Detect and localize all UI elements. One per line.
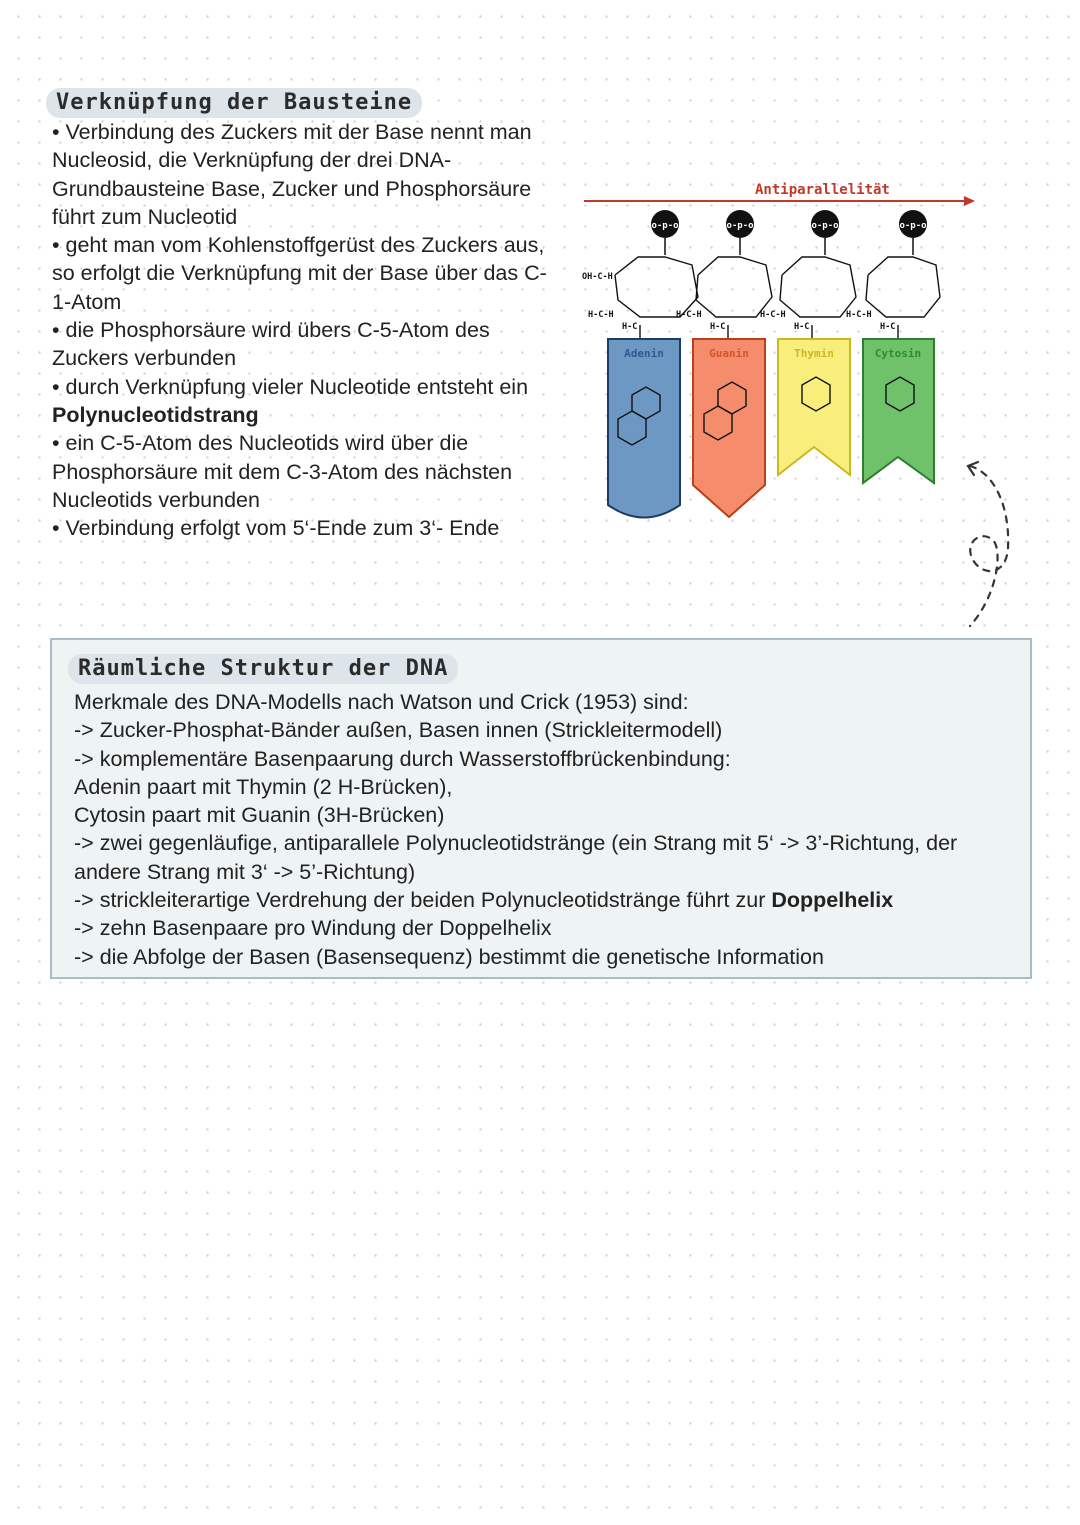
text-line: • geht man vom Kohlenstoffgerüst des Zuckers aus, so erfolgt die Verknüpfung mit der Base über das C-1-Atom [52, 233, 547, 314]
text-line: Cytosin paart mit Guanin (3H-Brücken) [74, 803, 445, 828]
text-line: • Verbindung des Zuckers mit der Base nennt man Nucleosid, die Verknüpfung der drei DNA-Grundbausteine Base, Zucker und Phosphorsäure führt zum Nucleotid [52, 120, 532, 229]
text-line: • ein C-5-Atom des Nucleotids wird über die Phosphorsäure mit dem C-3-Atom des nächsten Nucleotids verbunden [52, 431, 513, 512]
section-title-raeumliche-struktur: Räumliche Struktur der DNA [68, 654, 458, 684]
base-banner-cytosin [863, 339, 934, 483]
nucleotide-thymin [760, 210, 856, 475]
dashed-swirl-arrow-icon [940, 458, 1030, 633]
nucleotide-adenin [582, 210, 698, 518]
sugar-ring-icon [866, 257, 940, 317]
sugar-label: OH-C-H [582, 272, 613, 282]
sugar-ring-icon [780, 257, 856, 317]
text-line: -> zehn Basenpaare pro Windung der Doppelhelix [74, 916, 552, 941]
base-banner-adenin [608, 339, 680, 518]
text-line: -> zwei gegenläufige, antiparallele Polynucleotidstränge (ein Strang mit 5‘ -> 3’-Richtung, der andere Strang mit 3‘ -> 5’-Richtung) [74, 831, 958, 884]
section-verknuepfung-text [52, 118, 552, 542]
phosphate-label: o-p-o [811, 221, 839, 231]
section-title-verknuepfung: Verknüpfung der Bausteine [46, 88, 422, 118]
text-line: Adenin paart mit Thymin (2 H-Brücken), [74, 774, 453, 799]
sugar-label: H-C-H [676, 310, 702, 320]
text-line: -> die Abfolge der Basen (Basensequenz) bestimmt die genetische Information [74, 944, 824, 969]
nucleotide-cytosin [846, 210, 940, 483]
info-box-raeumliche-struktur [50, 638, 1032, 979]
text-line: -> strickleiterartige Verdrehung der beiden Polynucleotidstränge führt zur Doppelhelix [74, 888, 894, 913]
text-line: -> komplementäre Basenpaarung durch Wasserstoffbrückenbindung: [74, 746, 731, 771]
sugar-label: H-C-H [846, 310, 872, 320]
text-line: • die Phosphorsäure wird übers C-5-Atom des Zuckers verbunden [52, 318, 490, 371]
sugar-label: H-C-H [760, 310, 786, 320]
phosphate-label: o-p-o [726, 221, 754, 231]
arrow-head-icon [964, 196, 975, 206]
base-name: Guanin [709, 347, 749, 360]
text-line: • Verbindung erfolgt vom 5‘-Ende zum 3‘- Ende [52, 516, 500, 541]
sugar-label: H-C [710, 322, 726, 332]
phosphate-label: o-p-o [651, 221, 679, 231]
phosphate-label: o-p-o [899, 221, 927, 231]
antiparallel-label: Antiparallelität [755, 182, 890, 198]
nucleotide-guanin [676, 210, 772, 517]
base-name: Adenin [624, 347, 664, 360]
base-name: Cytosin [874, 347, 922, 360]
text-line: • durch Verknüpfung vieler Nucleotide entsteht ein Polynucleotidstrang [52, 374, 529, 427]
sugar-label: H-C [622, 322, 638, 332]
section-raeumliche-struktur-text [74, 688, 1029, 971]
sugar-label: H-C-H [588, 310, 614, 320]
nucleotide-strand-diagram [580, 175, 990, 525]
sugar-label: H-C [880, 322, 896, 332]
sugar-ring-icon [615, 257, 698, 317]
base-name: Thymin [794, 347, 834, 360]
text-line: -> Zucker-Phosphat-Bänder außen, Basen innen (Strickleitermodell) [74, 718, 723, 743]
text-line: Merkmale des DNA-Modells nach Watson und Crick (1953) sind: [74, 690, 689, 714]
sugar-label: H-C [794, 322, 810, 332]
sugar-ring-icon [696, 257, 772, 317]
